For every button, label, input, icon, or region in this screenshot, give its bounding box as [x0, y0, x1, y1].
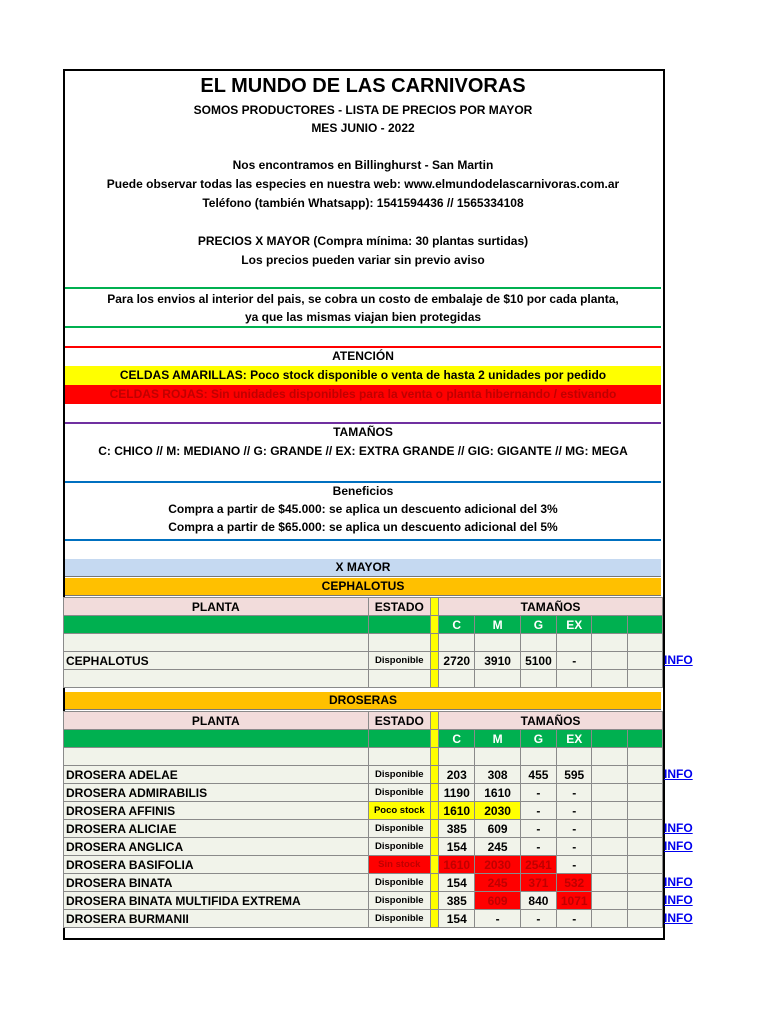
benefits-line-1: Compra a partir de $45.000: se aplica un descuento adicional del 3%: [168, 502, 558, 516]
price-g: 2541: [520, 856, 556, 874]
plant-name: DROSERA BURMANII: [64, 910, 369, 928]
price-extra: [627, 856, 662, 874]
yellow-divider: [431, 856, 439, 874]
yellow-divider: [431, 892, 439, 910]
spacer: [65, 137, 661, 156]
price-m: 2030: [475, 802, 520, 820]
price-extra: [592, 874, 627, 892]
size-label: [592, 616, 627, 634]
header-estado: ESTADO: [368, 598, 431, 616]
size-label: EX: [557, 730, 592, 748]
table-row: [64, 766, 663, 784]
price-c: 1610: [439, 802, 475, 820]
green-rule: [65, 326, 661, 328]
price-g: 5100: [520, 652, 556, 670]
price-c: 203: [439, 766, 475, 784]
price-ex: -: [557, 838, 592, 856]
green-rule: [65, 287, 661, 289]
price-ex: -: [557, 910, 592, 928]
size-label: G: [520, 730, 556, 748]
x-mayor-band: X MAYOR: [65, 559, 661, 577]
price-m: 2030: [475, 856, 520, 874]
plant-status: Disponible: [368, 766, 431, 784]
price-g: -: [520, 820, 556, 838]
yellow-cells-note: CELDAS AMARILLAS: Poco stock disponible o venta de hasta 2 unidades por pedido: [65, 366, 661, 385]
info-link[interactable]: INFO: [664, 838, 693, 853]
blue-rule: [65, 539, 661, 541]
size-label: C: [439, 730, 475, 748]
yellow-divider: [431, 730, 439, 748]
price-extra: [627, 892, 662, 910]
price-ex: -: [557, 820, 592, 838]
plant-name: DROSERA ANGLICA: [64, 838, 369, 856]
web-text: Puede observar todas las especies en nuestra web: www.elmundodelascarnivoras.com.ar: [106, 177, 620, 191]
plant-status: Disponible: [368, 784, 431, 802]
empty-row: [64, 670, 663, 688]
price-c: 2720: [439, 652, 475, 670]
info-link[interactable]: INFO: [664, 652, 693, 667]
table-header-row: [64, 712, 663, 730]
header-block: [65, 71, 661, 270]
price-extra: [592, 802, 627, 820]
plant-name: DROSERA ADELAE: [64, 766, 369, 784]
size-label: [627, 730, 662, 748]
price-extra: [627, 838, 662, 856]
yellow-divider: [431, 616, 439, 634]
phone-text: Teléfono (también Whatsapp): 1541594436 // 1565334108: [202, 196, 524, 210]
price-extra: [592, 820, 627, 838]
price-c: 385: [439, 820, 475, 838]
table-row: [64, 892, 663, 910]
location-text: Nos encontramos en Billinghurst - San Martin: [232, 158, 494, 172]
section-title-droseras: DROSERAS: [65, 692, 661, 710]
month-label: MES JUNIO - 2022: [311, 121, 415, 135]
page-title: EL MUNDO DE LAS CARNIVORAS: [200, 75, 526, 97]
benefits-block: [65, 482, 661, 536]
price-g: 840: [520, 892, 556, 910]
size-label: C: [439, 616, 475, 634]
min-order-text: PRECIOS X MAYOR (Compra mínima: 30 plantas surtidas): [197, 234, 529, 248]
yellow-divider: [431, 874, 439, 892]
table-row: [64, 820, 663, 838]
price-g: -: [520, 838, 556, 856]
info-link[interactable]: INFO: [664, 910, 693, 925]
header-estado: ESTADO: [368, 712, 431, 730]
size-label: M: [475, 730, 520, 748]
size-header-row: [64, 730, 663, 748]
plant-name: CEPHALOTUS: [64, 652, 369, 670]
shipping-line-2: ya que las mismas viajan bien protegidas: [244, 310, 482, 324]
sizes-legend: C: CHICO // M: MEDIANO // G: GRANDE // EX: EXTRA GRANDE // GIG: GIGANTE // MG: MEGA: [98, 444, 628, 458]
price-m: 308: [475, 766, 520, 784]
price-m: 609: [475, 892, 520, 910]
blank-cell: [368, 616, 431, 634]
info-link[interactable]: INFO: [664, 766, 693, 781]
info-link[interactable]: INFO: [664, 820, 693, 835]
table-row: [64, 802, 663, 820]
price-extra: [592, 652, 627, 670]
section-title-cephalotus: CEPHALOTUS: [65, 578, 661, 596]
price-m: 3910: [475, 652, 520, 670]
size-header-row: [64, 616, 663, 634]
header-tamanos: TAMAÑOS: [439, 598, 663, 616]
price-ex: -: [557, 802, 592, 820]
size-label: [592, 730, 627, 748]
plant-status: Sin stock: [368, 856, 431, 874]
price-extra: [627, 802, 662, 820]
sizes-title: TAMAÑOS: [333, 425, 393, 439]
yellow-divider: [431, 910, 439, 928]
empty-row: [64, 748, 663, 766]
blank-cell: [368, 730, 431, 748]
price-extra: [592, 892, 627, 910]
price-g: -: [520, 784, 556, 802]
price-m: -: [475, 910, 520, 928]
price-extra: [627, 766, 662, 784]
plant-status: Disponible: [368, 838, 431, 856]
plant-status: Disponible: [368, 892, 431, 910]
info-link[interactable]: INFO: [664, 874, 693, 889]
price-m: 245: [475, 838, 520, 856]
yellow-divider: [431, 784, 439, 802]
table-row: [64, 856, 663, 874]
sizes-block: [65, 423, 661, 461]
benefits-title: Beneficios: [332, 484, 394, 498]
price-c: 154: [439, 874, 475, 892]
plant-name: DROSERA ADMIRABILIS: [64, 784, 369, 802]
price-c: 154: [439, 910, 475, 928]
price-extra: [592, 856, 627, 874]
price-extra: [627, 784, 662, 802]
price-m: 609: [475, 820, 520, 838]
price-extra: [592, 838, 627, 856]
yellow-divider: [431, 838, 439, 856]
table-row: [64, 910, 663, 928]
yellow-divider: [431, 820, 439, 838]
table-row: [64, 784, 663, 802]
subtitle: SOMOS PRODUCTORES - LISTA DE PRECIOS POR MAYOR: [193, 103, 533, 117]
plant-status: Disponible: [368, 874, 431, 892]
plant-status: Disponible: [368, 652, 431, 670]
price-c: 385: [439, 892, 475, 910]
price-extra: [627, 874, 662, 892]
price-c: 1190: [439, 784, 475, 802]
price-g: 455: [520, 766, 556, 784]
yellow-divider: [431, 598, 439, 616]
attention-title: ATENCIÓN: [332, 349, 394, 363]
price-g: -: [520, 910, 556, 928]
plant-name: DROSERA AFFINIS: [64, 802, 369, 820]
blank-cell: [64, 616, 369, 634]
size-label: [627, 616, 662, 634]
price-list-sheet: [63, 69, 693, 938]
droseras-table: [63, 711, 663, 928]
yellow-divider: [431, 802, 439, 820]
plant-status: Disponible: [368, 910, 431, 928]
red-cells-note: CELDAS ROJAS: Sin unidades disponibles para la venta o planta hibernando / estivando: [65, 385, 661, 404]
price-ex: -: [557, 652, 592, 670]
price-m: 1610: [475, 784, 520, 802]
header-planta: PLANTA: [64, 598, 369, 616]
plant-name: DROSERA BINATA: [64, 874, 369, 892]
notice-text: Los precios pueden variar sin previo aviso: [241, 253, 485, 267]
plant-name: DROSERA BASIFOLIA: [64, 856, 369, 874]
spacer: [65, 213, 661, 232]
yellow-divider: [431, 712, 439, 730]
cephalotus-table: [63, 597, 663, 688]
plant-status: Disponible: [368, 820, 431, 838]
header-tamanos: TAMAÑOS: [439, 712, 663, 730]
info-link[interactable]: INFO: [664, 892, 693, 907]
table-row: [64, 652, 663, 670]
price-ex: -: [557, 856, 592, 874]
price-g: 371: [520, 874, 556, 892]
attention-block: [65, 347, 661, 404]
header-planta: PLANTA: [64, 712, 369, 730]
size-label: EX: [557, 616, 592, 634]
blank-cell: [64, 730, 369, 748]
price-extra: [592, 766, 627, 784]
price-extra: [627, 910, 662, 928]
table-row: [64, 874, 663, 892]
shipping-block: [65, 290, 661, 326]
price-extra: [627, 652, 662, 670]
price-extra: [592, 784, 627, 802]
price-c: 154: [439, 838, 475, 856]
price-m: 245: [475, 874, 520, 892]
price-g: -: [520, 802, 556, 820]
yellow-divider: [431, 766, 439, 784]
price-ex: -: [557, 784, 592, 802]
yellow-divider: [431, 652, 439, 670]
price-extra: [592, 910, 627, 928]
empty-row: [64, 634, 663, 652]
price-ex: 595: [557, 766, 592, 784]
table-row: [64, 838, 663, 856]
plant-status: Poco stock: [368, 802, 431, 820]
benefits-line-2: Compra a partir de $65.000: se aplica un descuento adicional del 5%: [168, 520, 558, 534]
table-header-row: [64, 598, 663, 616]
price-extra: [627, 820, 662, 838]
plant-name: DROSERA BINATA MULTIFIDA EXTREMA: [64, 892, 369, 910]
shipping-line-1: Para los envios al interior del pais, se cobra un costo de embalaje de $10 por cada planta,: [107, 292, 619, 306]
plant-name: DROSERA ALICIAE: [64, 820, 369, 838]
size-label: G: [520, 616, 556, 634]
price-ex: 532: [557, 874, 592, 892]
price-c: 1610: [439, 856, 475, 874]
price-ex: 1071: [557, 892, 592, 910]
size-label: M: [475, 616, 520, 634]
